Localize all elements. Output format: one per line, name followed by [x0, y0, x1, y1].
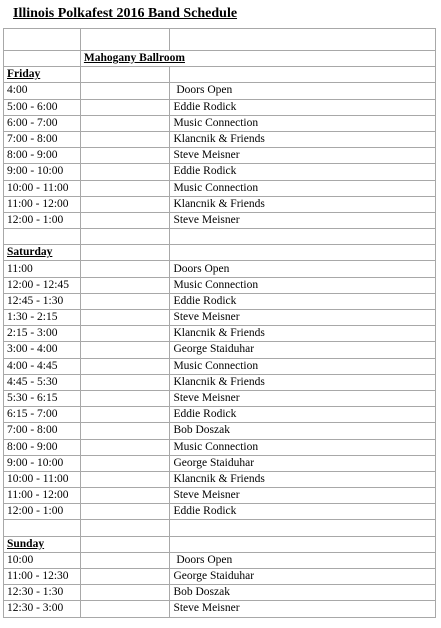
empty-cell: [80, 277, 170, 293]
table-row: [4, 439, 436, 455]
empty-cell: [80, 552, 170, 568]
time-cell: 12:30 - 1:30: [4, 585, 81, 601]
empty-cell: [80, 115, 170, 131]
time-cell: 4:00: [4, 83, 81, 99]
time-cell: 7:00 - 8:00: [4, 131, 81, 147]
band-cell: George Staiduhar: [170, 342, 436, 358]
time-cell: 2:15 - 3:00: [4, 326, 81, 342]
venue-name: Mahogany Ballroom: [83, 52, 185, 65]
empty-cell: [80, 407, 170, 423]
time-cell: 4:45 - 5:30: [4, 374, 81, 390]
band-cell: Doors Open: [170, 83, 436, 99]
time-cell: 8:00 - 9:00: [4, 148, 81, 164]
table-row: [4, 310, 436, 326]
table-row: [4, 261, 436, 277]
table-row-spacer: [4, 520, 436, 536]
time-cell: 9:00 - 10:00: [4, 455, 81, 471]
time-cell: 11:00 - 12:00: [4, 196, 81, 212]
day-header-row: [4, 245, 436, 261]
band-cell: Music Connection: [170, 439, 436, 455]
time-cell: 6:00 - 7:00: [4, 115, 81, 131]
band-cell: Doors Open: [170, 261, 436, 277]
table-row: [4, 471, 436, 487]
time-cell: 4:00 - 4:45: [4, 358, 81, 374]
table-row: [4, 180, 436, 196]
day-heading: Sunday: [7, 537, 45, 550]
empty-cell: [80, 569, 170, 585]
band-cell: Music Connection: [170, 358, 436, 374]
table-row: [4, 358, 436, 374]
empty-cell: [80, 342, 170, 358]
band-cell: George Staiduhar: [170, 569, 436, 585]
table-row: [4, 277, 436, 293]
empty-cell: [80, 148, 170, 164]
time-cell: 12:30 - 3:00: [4, 601, 81, 617]
time-cell: 10:00 - 11:00: [4, 471, 81, 487]
band-cell: Doors Open: [170, 552, 436, 568]
table-row-blank: [4, 29, 436, 51]
page-title: Illinois Polkafest 2016 Band Schedule: [13, 6, 238, 21]
table-row-spacer: [4, 229, 436, 245]
time-cell: 9:00 - 10:00: [4, 164, 81, 180]
time-cell: 6:15 - 7:00: [4, 407, 81, 423]
empty-cell: [80, 374, 170, 390]
empty-cell: [80, 99, 170, 115]
band-cell: Steve Meisner: [170, 488, 436, 504]
band-cell: Bob Doszak: [170, 585, 436, 601]
band-cell: Klancnik & Friends: [170, 374, 436, 390]
table-row: [4, 455, 436, 471]
band-cell: Eddie Rodick: [170, 293, 436, 309]
time-cell: 1:30 - 2:15: [4, 310, 81, 326]
empty-cell: [80, 504, 170, 520]
empty-cell: [80, 83, 170, 99]
empty-cell: [80, 293, 170, 309]
band-cell: Klancnik & Friends: [170, 196, 436, 212]
time-cell: 12:00 - 1:00: [4, 504, 81, 520]
band-cell: Klancnik & Friends: [170, 471, 436, 487]
table-row: [4, 131, 436, 147]
table-row: [4, 342, 436, 358]
table-row: [4, 115, 436, 131]
table-row: [4, 326, 436, 342]
day-header-row: [4, 536, 436, 552]
band-cell: Eddie Rodick: [170, 164, 436, 180]
empty-cell: [80, 131, 170, 147]
time-cell: 11:00 - 12:30: [4, 569, 81, 585]
empty-cell: [80, 455, 170, 471]
time-cell: 11:00: [4, 261, 81, 277]
empty-cell: [80, 164, 170, 180]
empty-cell: [80, 471, 170, 487]
band-cell: Eddie Rodick: [170, 504, 436, 520]
day-heading: Friday: [7, 68, 41, 81]
table-row: [4, 374, 436, 390]
table-row: [4, 407, 436, 423]
band-cell: Music Connection: [170, 115, 436, 131]
band-cell: Klancnik & Friends: [170, 326, 436, 342]
time-cell: 7:00 - 8:00: [4, 423, 81, 439]
band-cell: George Staiduhar: [170, 455, 436, 471]
time-cell: 12:45 - 1:30: [4, 293, 81, 309]
table-row: [4, 148, 436, 164]
band-cell: Steve Meisner: [170, 601, 436, 617]
empty-cell: [80, 196, 170, 212]
empty-cell: [80, 310, 170, 326]
band-cell: Klancnik & Friends: [170, 131, 436, 147]
band-cell: Eddie Rodick: [170, 407, 436, 423]
band-cell: Steve Meisner: [170, 310, 436, 326]
schedule-table: [3, 28, 436, 618]
empty-cell: [80, 180, 170, 196]
empty-cell: [80, 439, 170, 455]
time-cell: 12:00 - 12:45: [4, 277, 81, 293]
table-row: [4, 488, 436, 504]
empty-cell: [80, 601, 170, 617]
band-cell: Eddie Rodick: [170, 99, 436, 115]
band-cell: Music Connection: [170, 180, 436, 196]
schedule-table-body: [4, 29, 436, 618]
band-cell: Music Connection: [170, 277, 436, 293]
empty-cell: [80, 423, 170, 439]
table-row: [4, 196, 436, 212]
table-row: [4, 423, 436, 439]
empty-cell: [80, 358, 170, 374]
table-row: [4, 585, 436, 601]
empty-cell: [80, 212, 170, 228]
time-cell: 12:00 - 1:00: [4, 212, 81, 228]
band-cell: Steve Meisner: [170, 148, 436, 164]
table-row: [4, 569, 436, 585]
empty-cell: [80, 261, 170, 277]
time-cell: 8:00 - 9:00: [4, 439, 81, 455]
table-row: [4, 293, 436, 309]
day-heading: Saturday: [7, 246, 53, 259]
empty-cell: [80, 326, 170, 342]
table-row: [4, 390, 436, 406]
time-cell: 5:00 - 6:00: [4, 99, 81, 115]
empty-cell: [80, 390, 170, 406]
day-header-row: [4, 67, 436, 83]
table-row: [4, 601, 436, 617]
time-cell: 3:00 - 4:00: [4, 342, 81, 358]
band-cell: Steve Meisner: [170, 390, 436, 406]
empty-cell: [80, 585, 170, 601]
time-cell: 11:00 - 12:00: [4, 488, 81, 504]
venue-header-row: [4, 51, 436, 67]
table-row: [4, 99, 436, 115]
table-row: [4, 164, 436, 180]
time-cell: 10:00 - 11:00: [4, 180, 81, 196]
table-row: [4, 83, 436, 99]
table-row: [4, 212, 436, 228]
empty-cell: [80, 488, 170, 504]
table-row: [4, 552, 436, 568]
table-row: [4, 504, 436, 520]
band-cell: Bob Doszak: [170, 423, 436, 439]
band-cell: Steve Meisner: [170, 212, 436, 228]
time-cell: 10:00: [4, 552, 81, 568]
time-cell: 5:30 - 6:15: [4, 390, 81, 406]
